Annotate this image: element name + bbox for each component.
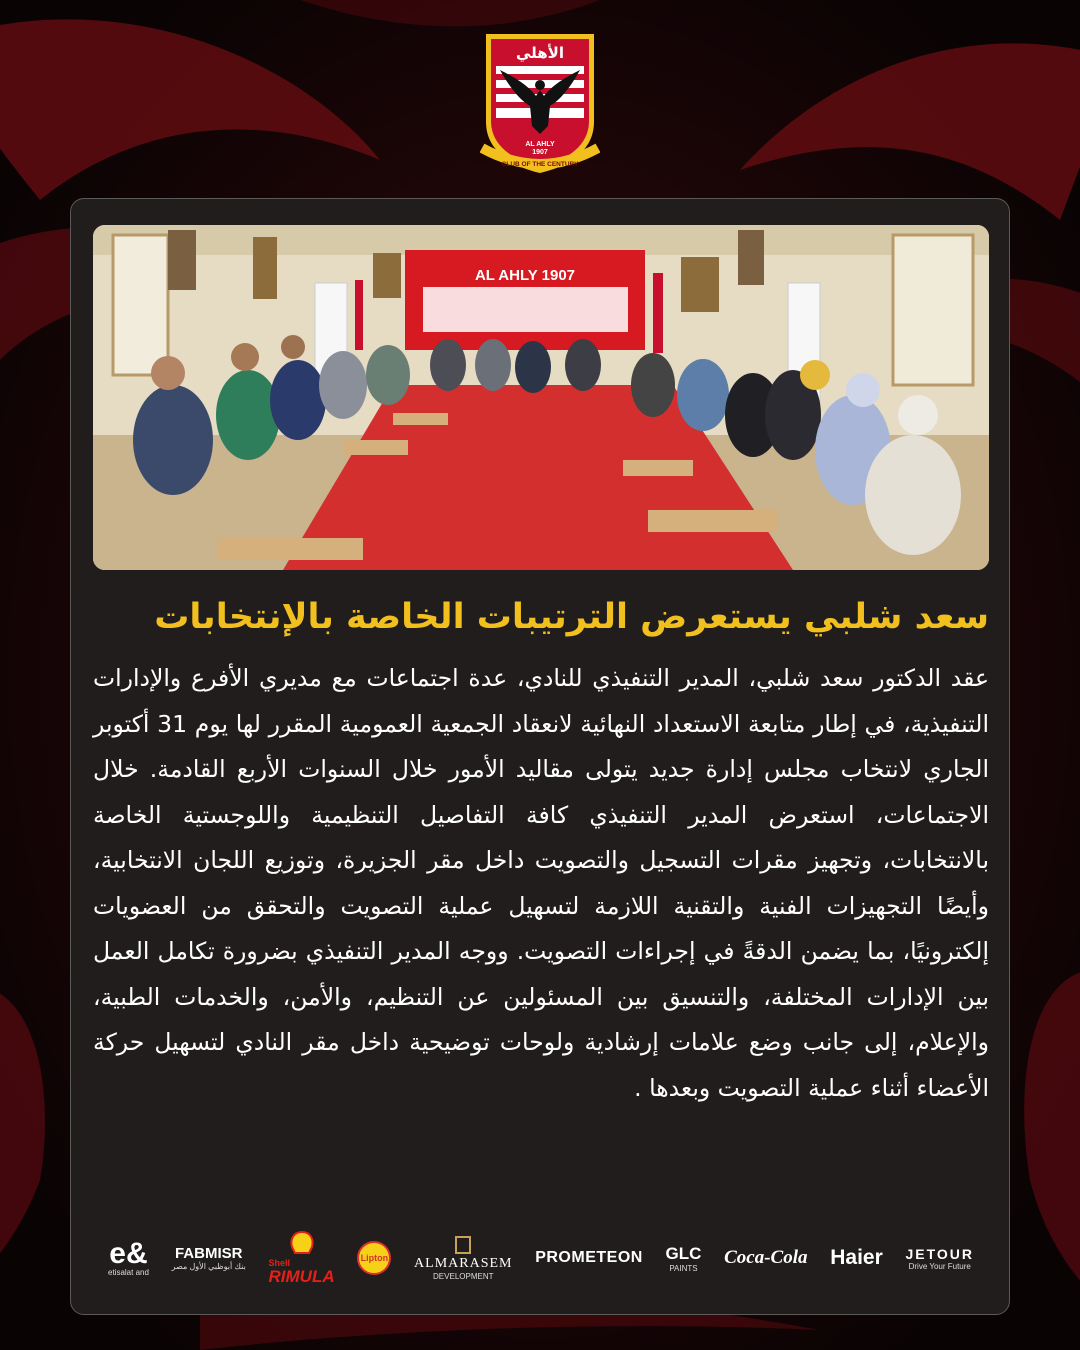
shell-rimula-icon[interactable]: Shell RIMULA xyxy=(269,1231,335,1286)
lipton-icon[interactable]: Lipton xyxy=(357,1241,391,1275)
photo-banner-text: AL AHLY 1907 xyxy=(474,267,576,284)
crest-bottom-text: AL AHLY xyxy=(525,141,555,148)
almarasem-icon[interactable]: ALMARASEM DEVELOPMENT xyxy=(414,1236,512,1281)
al-ahly-crest xyxy=(480,30,600,175)
article-headline: سعد شلبي يستعرض الترتيبات الخاصة بالإنتخابات xyxy=(154,597,989,637)
etisalat-icon[interactable]: e& etisalat and xyxy=(108,1236,149,1277)
haier-icon[interactable]: Haier xyxy=(830,1246,883,1269)
article-body: عقد الدكتور سعد شلبي، المدير التنفيذي للنادي، عدة اجتماعات مع مديري الأفرع والإدارات التنفيذية، في إطار متابعة الاستعداد النهائية لانعقاد الجمعية العمومية المقرر لها يوم 31 أكتوبر الجاري لانتخاب مجلس إدارة جديد يتولى مقاليد الأمور خلال السنوات الأربع القادمة. خلال الاجتماعات، استعرض المدير التنفيذي كافة التفاصيل التنظيمية واللوجستية الخاصة بالانتخابات، وتجهيز مقرات التسجيل والتصويت داخل مقر الجزيرة، وتوزيع اللجان الانتخابية، وأيضًا التجهيزات الفنية والتقنية اللازمة لتسهيل عملية التصويت والتحقق من العضويات إلكترونيًا، بما يضمن الدقةً في إجراءات التصويت. ووجه المدير التنفيذي بضرورة تكامل العمل بين الإدارات المختلفة، والتنسيق بين المسئولين عن التنظيم، والأمن، والخدمات الطبية، والإعلام، إلى جانب وضع علامات إرشادية ولوحات توضيحية داخل مقر النادي لتسهيل حركة الأعضاء أثناء عملية التصويت وبعدها . xyxy=(93,664,989,1102)
cocacola-icon[interactable]: Coca-Cola xyxy=(724,1247,808,1268)
glc-icon[interactable]: GLC PAINTS xyxy=(665,1243,702,1273)
sponsor-bar xyxy=(108,1233,974,1286)
crest-year-text: 1907 xyxy=(532,149,548,156)
article-card xyxy=(70,198,1010,1315)
prometeon-icon[interactable]: PROMETEON xyxy=(535,1249,643,1266)
jetour-icon[interactable]: JETOUR Drive Your Future xyxy=(905,1245,974,1271)
fabmisr-icon[interactable]: FABMISR بنك أبوظبي الأول مصر xyxy=(171,1245,246,1271)
meeting-photo xyxy=(93,225,989,570)
crest-top-text: الأهلي xyxy=(515,44,565,62)
crest-ribbon-text: CLUB OF THE CENTURY xyxy=(501,161,579,168)
